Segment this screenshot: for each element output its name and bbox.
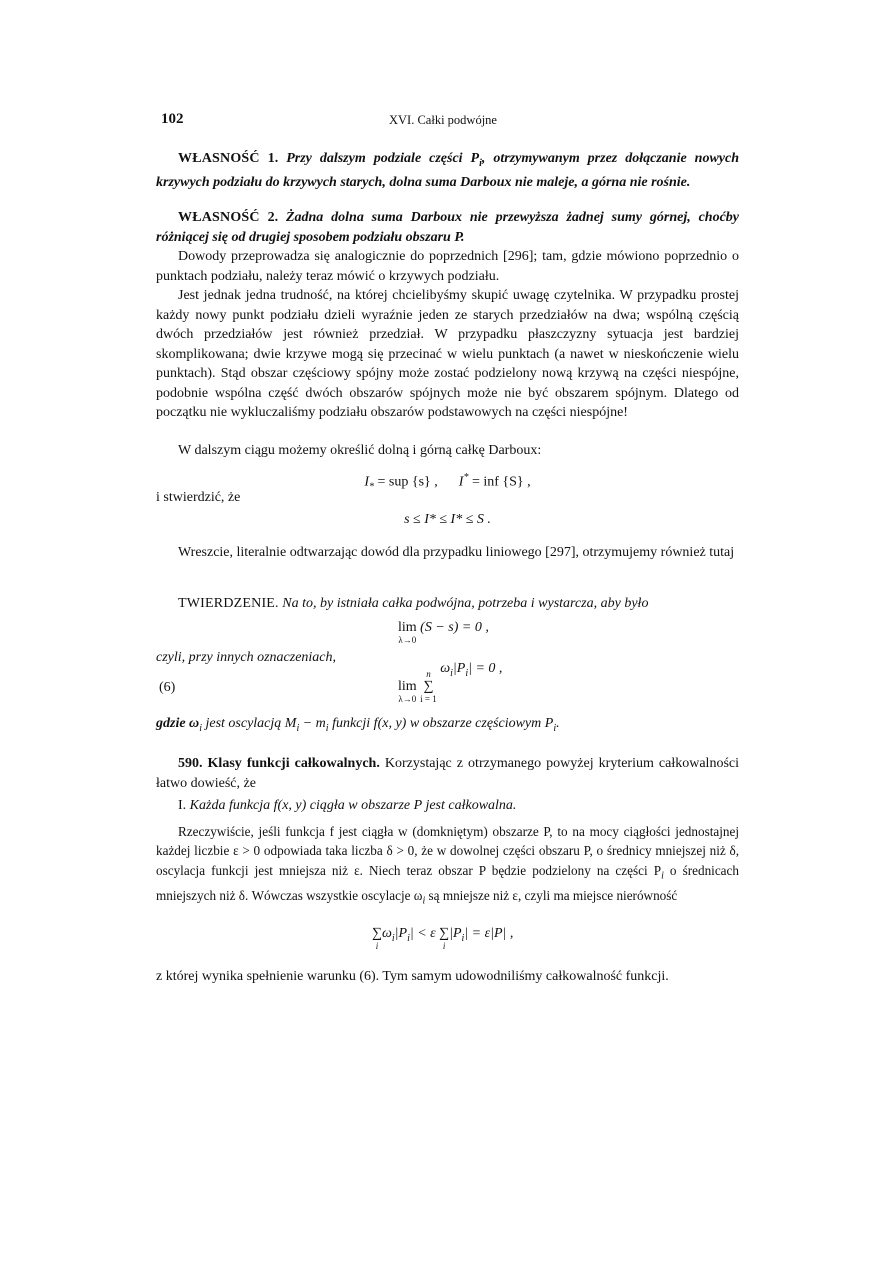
equation-oscillation-bound <box>372 926 513 951</box>
eq5-d: |P <box>449 926 462 941</box>
eq4-lim: lim <box>398 679 417 694</box>
eq4-expression <box>440 661 503 679</box>
eq4-sum-under: i = 1 <box>420 694 437 704</box>
section-590 <box>156 754 739 793</box>
eq5-under: i <box>375 941 379 951</box>
property-1-label: WŁASNOŚĆ <box>178 151 260 166</box>
property-1 <box>156 149 739 193</box>
page-number: 102 <box>161 111 184 127</box>
eq4-expr-end: | = 0 , <box>468 661 503 676</box>
section-number: 590. <box>178 756 203 771</box>
eq1-left-rest: = sup {s} , <box>374 474 438 490</box>
eq5-e: | = ε|P| , <box>464 926 514 941</box>
eq1-left: I <box>364 474 370 490</box>
eq3-lim: lim <box>398 620 417 635</box>
eq4-expr-sub2: i <box>465 667 469 679</box>
statement-i-num: I. <box>178 798 187 813</box>
paragraph-conclusion: z której wynika spełnienie warunku (6). Tym samym udowodniliśmy całkowalność funkcji. <box>156 969 669 984</box>
eq5-a: ω <box>381 926 392 941</box>
eq5-sum2: ∑ <box>439 926 450 941</box>
statement-i <box>156 796 739 816</box>
theorem-text: Na to, by istniała całka podwójna, potrzeba i wystarcza, aby było <box>282 596 649 611</box>
eq4-expr-rest: |P <box>452 661 466 676</box>
p10-sub2: i <box>422 895 426 907</box>
property-2-label: WŁASNOŚĆ <box>178 210 260 225</box>
equation-inequality-chain: s ≤ I* ≤ I* ≤ S . <box>404 512 491 527</box>
equation-tag-6: (6) <box>159 680 176 695</box>
p9-s1: i <box>199 722 202 734</box>
statement-i-text: Każda funkcja f(x, y) ciągła w obszarze P jest całkowalna. <box>189 798 517 813</box>
property-2-text: Żadna dolna suma Darboux nie przewyższa żadnej sumy górnej, choćby różniącej się od drugiej sposobem podziału obszaru P. <box>156 210 739 245</box>
property-1-num: 1. <box>267 151 279 166</box>
eq5-a-sub: i <box>391 932 395 944</box>
text-or-other-notation: czyli, przy innych oznaczeniach, <box>156 650 337 665</box>
paragraph-indeed <box>156 822 739 910</box>
paragraph-difficulty: Jest jednak jedna trudność, na której chcielibyśmy skupić uwagę czytelnika. W przypadku prostej każdy nowy punkt podziału dzieli wyraźnie jeden ze starych przedziałów na dwa; wspólną częścią dwóch przedziałów jest również przedział. W przypadku płaszczyzny sytuacja jest bardziej skomplikowana; dwie krzywe mogą się przecinać w wielu punktach (a nawet w nieskończenie wielu punktach). Stąd obszar częściowy spójny może zostać podzielony nową krzywą na części niespójne, podobnie wspólna część dwóch obszarów spójnych może nie być obszarem spójnym. Dlatego od początku nie wykluczaliśmy podziału obszarów podstawowych na części niespójne! <box>156 288 739 420</box>
property-1-rest: , otrzymywanym przez dołączanie nowych krzywych podziału do krzywych starych, dolna suma Darboux nie maleje, a górna nie rośnie. <box>156 151 739 191</box>
property-2-num: 2. <box>267 210 279 225</box>
p9-pre: gdzie ω <box>156 716 200 731</box>
paragraph-proofs: Dowody przeprowadza się analogicznie do poprzednich [296]; tam, gdzie mówiono poprzednio o punktach podziału, należy teraz mówić o krzywych podziału. <box>156 249 739 284</box>
eq1-right-sup: * <box>463 472 469 483</box>
p9-mid: jest oscylacją M <box>201 716 297 731</box>
p10-rest: o średnicach mniejszych niż δ. Wówczas wszystkie oscylacje ω <box>156 862 739 903</box>
eq5-b: |P <box>394 926 408 941</box>
eq3-expr: (S − s) = 0 , <box>420 620 489 635</box>
eq5-under2: i <box>442 941 446 951</box>
p10-text: Rzeczywiście, jeśli funkcja f jest ciągła w (domkniętym) obszarze P, to na mocy ciągłości jednostajnej każdej liczbie ε > 0 odpowiada taka liczba δ > 0, że w dowolnej części obszaru P, o średnicy mniejszej niż δ, oscylacja funkcji jest mniejsza niż ε. Niech teraz obszar P będzie podzielony na części P <box>156 824 739 878</box>
paragraph-finally: Wreszcie, literalnie odtwarzając dowód dla przypadku liniowego [297], otrzymujemy również tutaj <box>178 545 735 560</box>
eq4-under: λ→0 <box>398 694 417 704</box>
theorem <box>156 594 739 614</box>
text-where-oscillation <box>156 716 560 734</box>
eq3-under: λ→0 <box>398 635 417 645</box>
p9-s2: i <box>296 722 300 734</box>
property-1-text: Przy dalszym podziale części P <box>286 151 480 166</box>
section-title: Klasy funkcji całkowalnych. <box>207 756 380 771</box>
p10-end: są mniejsze niż ε, czyli ma miejsce nierówność <box>425 887 678 903</box>
eq1-right-rest: = inf {S} , <box>468 474 531 490</box>
running-title: XVI. Całki podwójne <box>389 113 497 127</box>
eq5-b-sub: i <box>407 932 410 944</box>
p9-s3: i <box>325 722 329 734</box>
property-2 <box>156 208 739 247</box>
section-intro: Korzystając z otrzymanego powyżej kryterium całkowalności łatwo dowieść, że <box>156 756 739 791</box>
equation-limit-sum <box>398 661 503 704</box>
paragraph-darboux: W dalszym ciągu możemy określić dolną i górną całkę Darboux: <box>178 443 542 458</box>
eq5-c: | < ε <box>409 926 440 941</box>
property-1-sub: i <box>479 157 482 169</box>
eq5-sum: ∑ <box>372 926 382 941</box>
text-and-state: i stwierdzić, że <box>156 490 241 505</box>
eq4-expr: ω <box>440 661 451 676</box>
eq1-right: I <box>458 474 464 490</box>
p9-mid3: funkcji f(x, y) w obszarze częściowym P <box>328 716 554 731</box>
eq4-sum: ∑ <box>423 679 434 694</box>
eq1-left-sub: * <box>369 481 375 493</box>
p9-mid2: − m <box>299 716 326 731</box>
p9-end: . <box>556 716 560 731</box>
equation-limit-difference <box>398 620 489 645</box>
eq5-d-sub: i <box>461 932 465 944</box>
p10-sub: i <box>661 870 664 882</box>
p9-s4: i <box>553 722 557 734</box>
equation-darboux-integrals <box>156 472 739 492</box>
eq4-expr-sub: i <box>450 667 453 679</box>
theorem-label: TWIERDZENIE. <box>178 596 279 611</box>
eq4-sum-over: n <box>426 669 431 679</box>
